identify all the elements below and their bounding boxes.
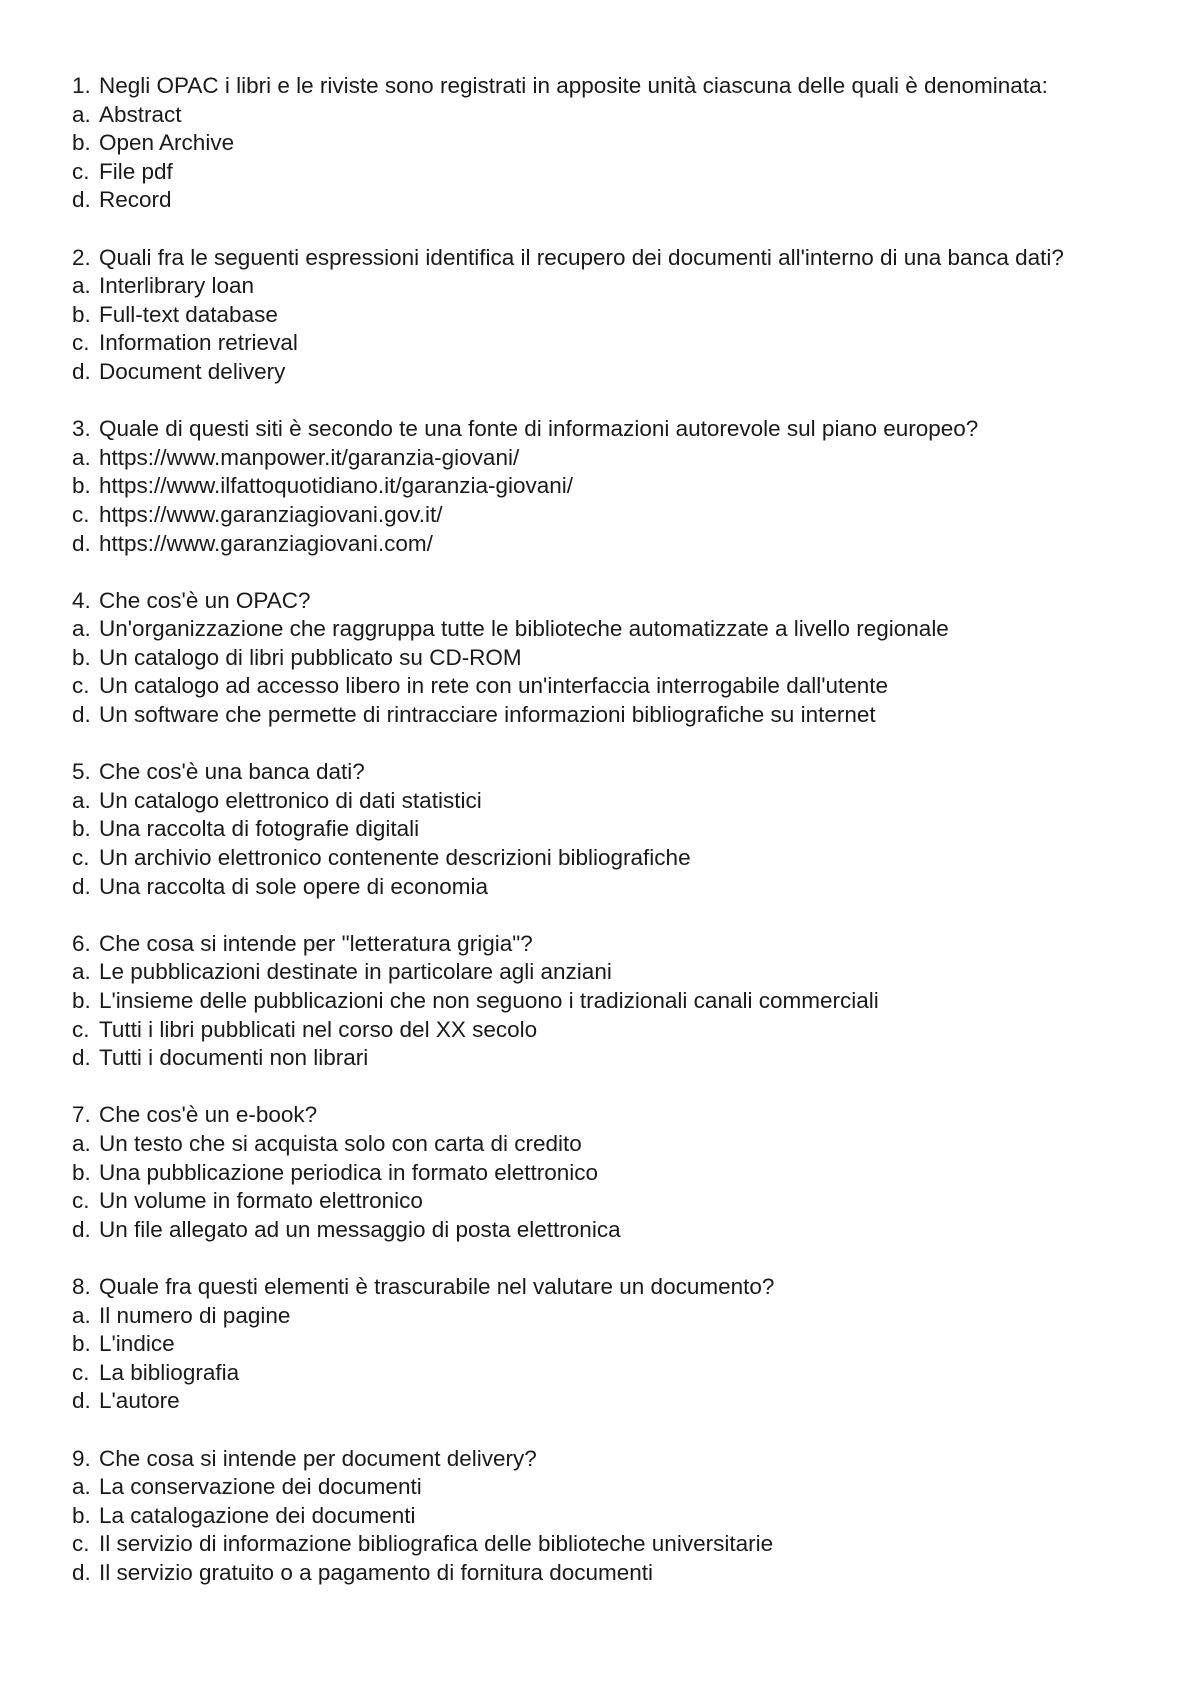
question-number: 8. <box>72 1273 91 1299</box>
answer-option <box>72 1473 1137 1502</box>
question-block <box>72 244 1137 387</box>
question-number: 2. <box>72 244 91 270</box>
option-letter: b. <box>72 473 91 499</box>
option-text: Un volume in formato elettronico <box>99 1188 423 1214</box>
option-text: https://www.garanziagiovani.gov.it/ <box>99 501 443 527</box>
answer-option <box>72 101 1137 130</box>
option-text: Full-text database <box>99 301 278 327</box>
option-letter: d. <box>72 187 91 213</box>
option-letter: c. <box>72 1188 90 1214</box>
option-text: L'autore <box>99 1388 180 1414</box>
option-letter: b. <box>72 988 91 1013</box>
option-letter: c. <box>72 845 90 871</box>
option-text: https://www.ilfattoquotidiano.it/garanzia-giovani/ <box>99 473 574 499</box>
option-letter: d. <box>72 1388 91 1414</box>
option-text: Il servizio di informazione bibliografica delle biblioteche universitarie <box>99 1531 774 1557</box>
answer-option <box>72 472 1137 501</box>
answer-option <box>72 1044 1137 1073</box>
answer-option <box>72 615 1137 644</box>
answer-option <box>72 272 1137 301</box>
option-text: File pdf <box>99 158 173 184</box>
option-letter: c. <box>72 1016 90 1042</box>
option-letter: d. <box>72 873 91 899</box>
option-text: La catalogazione dei documenti <box>99 1502 416 1528</box>
question-stem <box>72 758 1137 787</box>
option-text: Un catalogo elettronico di dati statistici <box>99 787 482 813</box>
question-block <box>72 930 1137 1073</box>
option-text: Information retrieval <box>99 330 298 356</box>
option-text: Un software che permette di rintracciare informazioni bibliografiche su internet <box>99 702 876 728</box>
option-text: https://www.manpower.it/garanzia-giovani/ <box>99 444 520 470</box>
option-text: Un archivio elettronico contenente descrizioni bibliografiche <box>99 845 691 871</box>
answer-option <box>72 1559 1137 1588</box>
answer-option <box>72 444 1137 473</box>
question-number: 7. <box>72 1102 91 1128</box>
option-text: Tutti i documenti non librari <box>99 1045 369 1071</box>
option-letter: d. <box>72 1559 91 1585</box>
option-text: Una raccolta di sole opere di economia <box>99 873 488 899</box>
answer-option <box>72 501 1137 530</box>
option-letter: a. <box>72 1474 91 1500</box>
answer-option <box>72 1187 1137 1216</box>
question-number: 5. <box>72 759 91 785</box>
option-letter: d. <box>72 1216 91 1242</box>
question-stem <box>72 415 1137 444</box>
option-text: La conservazione dei documenti <box>99 1474 422 1500</box>
option-letter: c. <box>72 673 90 699</box>
option-text: Abstract <box>99 101 182 127</box>
option-text: Un testo che si acquista solo con carta di credito <box>99 1130 582 1156</box>
answer-option <box>72 873 1137 902</box>
question-text: Quale di questi siti è secondo te una fonte di informazioni autorevole sul piano europeo? <box>99 416 979 442</box>
answer-option <box>72 1359 1137 1388</box>
answer-option <box>72 815 1137 844</box>
answer-option <box>72 987 1137 1016</box>
option-letter: a. <box>72 616 91 642</box>
question-stem <box>72 587 1137 616</box>
option-text: Un'organizzazione che raggruppa tutte le biblioteche automatizzate a livello regionale <box>99 616 949 642</box>
option-letter: a. <box>72 1130 91 1156</box>
question-block <box>72 72 1137 215</box>
answer-option <box>72 186 1137 215</box>
option-letter: a. <box>72 1302 91 1328</box>
question-text: Che cosa si intende per document delivery? <box>99 1445 537 1471</box>
option-text: L'indice <box>99 1331 175 1357</box>
option-letter: b. <box>72 816 91 842</box>
question-stem <box>72 930 1137 959</box>
answer-option <box>72 958 1137 987</box>
option-letter: c. <box>72 501 90 527</box>
answer-option <box>72 1302 1137 1331</box>
question-text: Che cosa si intende per "letteratura grigia"? <box>99 930 533 956</box>
answer-option <box>72 1130 1137 1159</box>
question-block <box>72 415 1137 558</box>
option-letter: a. <box>72 787 91 813</box>
option-letter: c. <box>72 330 90 356</box>
answer-option <box>72 1330 1137 1359</box>
answer-option <box>72 301 1137 330</box>
option-text: Tutti i libri pubblicati nel corso del XX secolo <box>99 1016 538 1042</box>
option-letter: a. <box>72 101 91 127</box>
option-text: La bibliografia <box>99 1359 240 1385</box>
answer-option <box>72 158 1137 187</box>
answer-option <box>72 530 1137 559</box>
question-number: 1. <box>72 73 91 98</box>
question-stem <box>72 244 1137 273</box>
question-text: Negli OPAC i libri e le riviste sono registrati in apposite unità ciascuna delle quali è denominata: <box>99 73 1048 98</box>
option-text: Una pubblicazione periodica in formato elettronico <box>99 1159 599 1185</box>
answer-option <box>72 644 1137 673</box>
answer-option <box>72 358 1137 387</box>
question-block <box>72 1101 1137 1244</box>
question-text: Che cos'è un OPAC? <box>99 587 311 613</box>
option-letter: d. <box>72 530 91 556</box>
option-letter: b. <box>72 1159 91 1185</box>
answer-option <box>72 1502 1137 1531</box>
question-block <box>72 1445 1137 1588</box>
quiz-question-list <box>72 72 1137 1616</box>
answer-option <box>72 672 1137 701</box>
option-letter: b. <box>72 644 91 670</box>
answer-option <box>72 129 1137 158</box>
question-stem <box>72 1273 1137 1302</box>
option-letter: a. <box>72 444 91 470</box>
question-number: 9. <box>72 1445 91 1471</box>
option-letter: c. <box>72 1359 90 1385</box>
answer-option <box>72 701 1137 730</box>
option-letter: b. <box>72 1502 91 1528</box>
answer-option <box>72 844 1137 873</box>
option-text: Un catalogo ad accesso libero in rete con un'interfaccia interrogabile dall'utente <box>99 673 889 699</box>
question-text: Quale fra questi elementi è trascurabile nel valutare un documento? <box>99 1273 775 1299</box>
option-text: Open Archive <box>99 130 235 156</box>
option-text: Il numero di pagine <box>99 1302 291 1328</box>
answer-option <box>72 1530 1137 1559</box>
option-text: Document delivery <box>99 358 286 384</box>
question-text: Che cos'è una banca dati? <box>99 759 365 785</box>
option-text: Le pubblicazioni destinate in particolare agli anziani <box>99 959 612 985</box>
question-text: Quali fra le seguenti espressioni identifica il recupero dei documenti all'interno di una banca dati? <box>99 244 1064 270</box>
option-text: https://www.garanziagiovani.com/ <box>99 530 433 556</box>
question-text: Che cos'è un e-book? <box>99 1102 318 1128</box>
question-stem <box>72 1445 1137 1474</box>
option-text: Una raccolta di fotografie digitali <box>99 816 420 842</box>
option-text: Un file allegato ad un messaggio di posta elettronica <box>99 1216 621 1242</box>
question-block <box>72 587 1137 730</box>
option-letter: c. <box>72 1531 90 1557</box>
answer-option <box>72 787 1137 816</box>
question-stem <box>72 72 1137 101</box>
option-letter: b. <box>72 1331 91 1357</box>
option-text: L'insieme delle pubblicazioni che non seguono i tradizionali canali commerciali <box>99 988 879 1013</box>
option-letter: a. <box>72 959 91 985</box>
option-letter: d. <box>72 702 91 728</box>
question-number: 6. <box>72 930 91 956</box>
question-stem <box>72 1101 1137 1130</box>
option-text: Interlibrary loan <box>99 273 255 299</box>
question-block <box>72 1273 1137 1416</box>
answer-option <box>72 329 1137 358</box>
option-text: Record <box>99 187 172 213</box>
option-letter: d. <box>72 1045 91 1071</box>
option-letter: d. <box>72 358 91 384</box>
option-text: Un catalogo di libri pubblicato su CD-ROM <box>99 644 522 670</box>
answer-option <box>72 1216 1137 1245</box>
answer-option <box>72 1016 1137 1045</box>
answer-option <box>72 1159 1137 1188</box>
question-number: 3. <box>72 416 91 442</box>
question-number: 4. <box>72 587 91 613</box>
question-block <box>72 758 1137 901</box>
option-letter: b. <box>72 301 91 327</box>
option-letter: b. <box>72 130 91 156</box>
option-letter: a. <box>72 273 91 299</box>
option-text: Il servizio gratuito o a pagamento di fornitura documenti <box>99 1559 654 1585</box>
option-letter: c. <box>72 158 90 184</box>
answer-option <box>72 1387 1137 1416</box>
